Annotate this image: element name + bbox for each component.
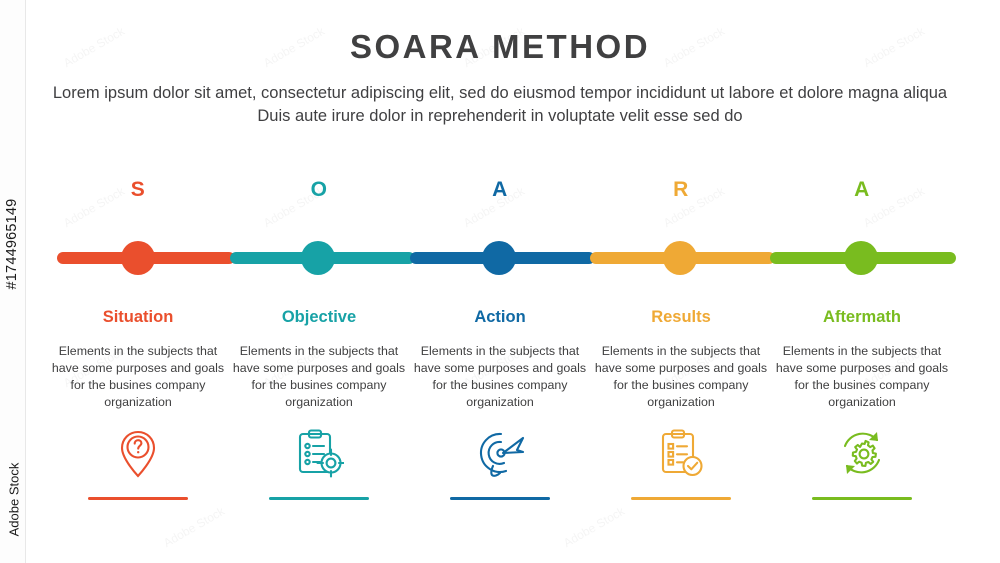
step-icon-wrap-aftermath xyxy=(772,428,952,483)
step-icon-wrap-results xyxy=(591,428,771,485)
step-title-results: Results xyxy=(651,308,711,326)
step-description-aftermath: Elements in the subjects that have some purposes and goals for the busines company organization xyxy=(775,344,949,409)
step-underline-action xyxy=(450,497,550,500)
gear-refresh-icon xyxy=(836,465,888,482)
step-underline-aftermath xyxy=(812,497,912,500)
timeline-node-situation[interactable] xyxy=(121,241,155,275)
timeline-node-objective[interactable] xyxy=(301,241,335,275)
step-letter-situation xyxy=(48,178,228,208)
step-description-results: Elements in the subjects that have some purposes and goals for the busines company organization xyxy=(594,344,768,409)
timeline-node-aftermath[interactable] xyxy=(844,241,878,275)
letter-a-action: A xyxy=(492,178,508,201)
step-title-action: Action xyxy=(474,308,526,326)
step-icon-wrap-action xyxy=(410,428,590,483)
watermark-brand: Adobe Stock xyxy=(6,462,22,537)
watermark-tile xyxy=(561,504,627,550)
step-letter-action xyxy=(410,178,590,208)
target-click-icon xyxy=(473,465,527,482)
page-subtitle: Lorem ipsum dolor sit amet, consectetur adipiscing elit, sed do eiusmod tempor incididunt ut labore et dolore magna aliqua Duis aute irure dolor in reprehenderit in voluptate velit esse sed do xyxy=(52,84,948,125)
step-description-action: Elements in the subjects that have some purposes and goals for the busines company organization xyxy=(413,344,587,409)
step-letter-results xyxy=(591,178,771,208)
watermark-tile xyxy=(161,504,227,550)
letter-a-aftermath: A xyxy=(854,178,870,201)
letter-s: S xyxy=(130,178,146,201)
step-description-situation: Elements in the subjects that have some purposes and goals for the busines company organization xyxy=(51,344,225,409)
clipboard-target-icon xyxy=(294,467,344,484)
timeline-node-results[interactable] xyxy=(663,241,697,275)
question-location-pin-icon xyxy=(115,467,161,484)
clipboard-check-icon xyxy=(657,467,705,484)
watermark-strip xyxy=(0,0,26,563)
step-icon-wrap-objective xyxy=(229,428,409,485)
step-title-objective: Objective xyxy=(281,308,357,326)
step-description-objective: Elements in the subjects that have some purposes and goals for the busines company organization xyxy=(232,344,406,409)
step-underline-situation xyxy=(88,497,188,500)
letter-r: R xyxy=(673,178,689,201)
page-title: SOARA METHOD xyxy=(349,28,651,65)
timeline-node-action[interactable] xyxy=(482,241,516,275)
step-title-situation: Situation xyxy=(102,308,174,326)
step-letter-aftermath xyxy=(772,178,952,208)
step-letter-objective xyxy=(229,178,409,208)
timeline-bar xyxy=(57,252,956,266)
step-underline-objective xyxy=(269,497,369,500)
step-title-aftermath: Aftermath xyxy=(823,308,901,326)
letter-o: O xyxy=(310,178,328,201)
watermark-asset-id: #1744965149 xyxy=(4,198,20,290)
step-icon-wrap-situation xyxy=(48,428,228,485)
step-underline-results xyxy=(631,497,731,500)
